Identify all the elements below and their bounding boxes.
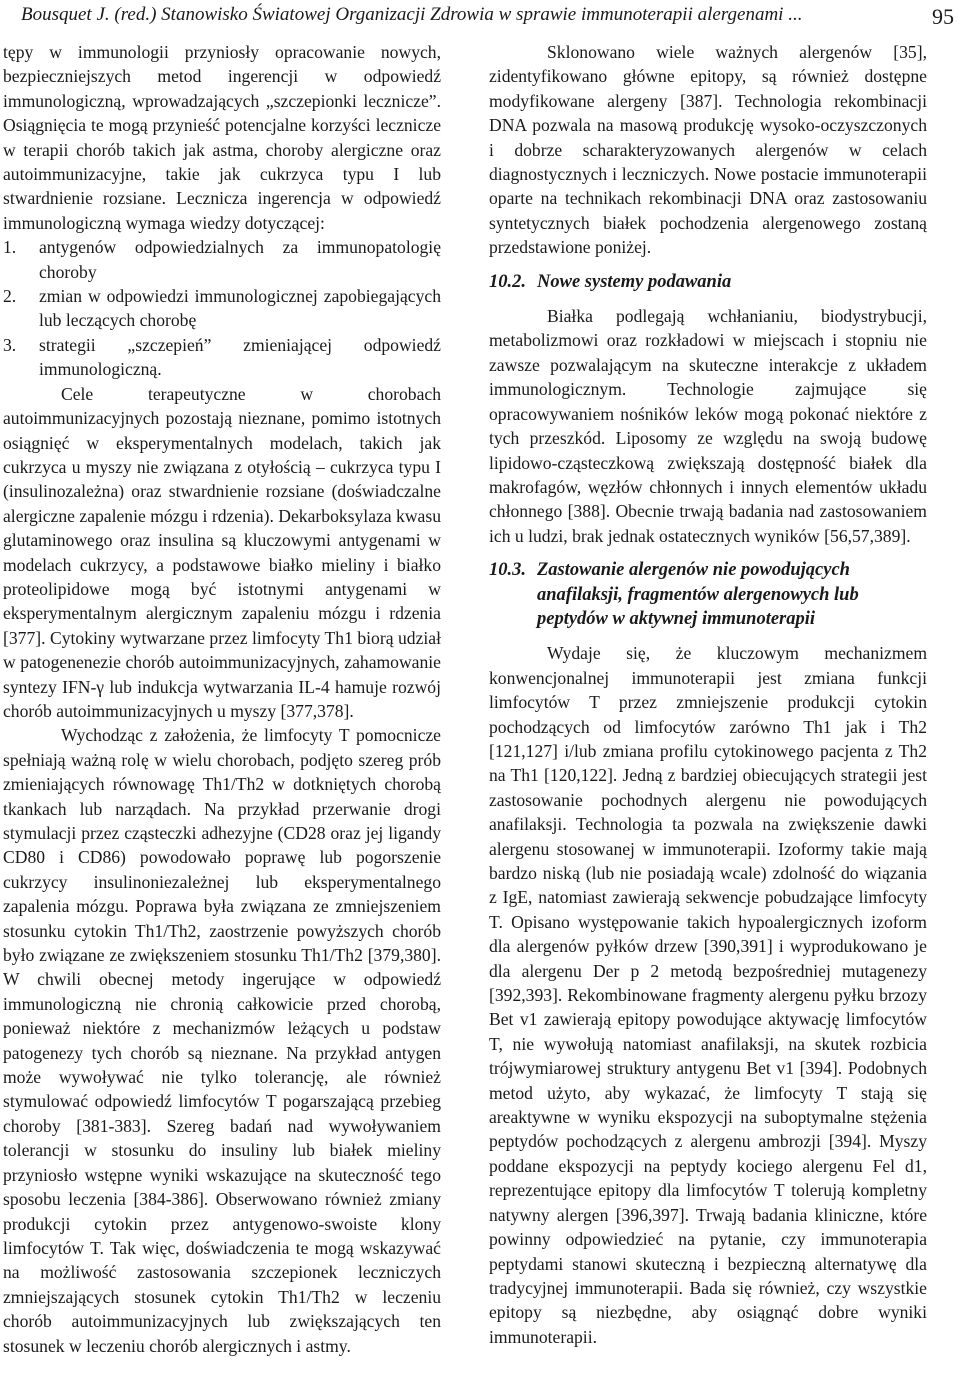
section-number: 10.2. — [489, 271, 526, 292]
page-number: 95 — [932, 4, 954, 29]
section-heading — [489, 270, 927, 294]
paragraph: tępy w immunologii przyniosły opracowanie nowych, bezpieczniejszych metod ingerencji w odpowiedź immunologiczną, wprowadzających „szczepionki lecznicze”. Osiągnięcia te mogą przynieść potencjalne korzyści lecznicze w terapii chorób takich jak astma, choroby alergiczne oraz autoimmunizacyjne, takie jak cukrzyca typu I lub stwardnienie rozsiane. Lecznicza ingerencja w odpowiedź immunologiczną wymaga wiedzy dotyczącej: — [3, 42, 441, 233]
list-text: zmian w odpowiedzi immunologicznej zapobiegających lub leczących chorobę — [39, 286, 441, 331]
running-header — [0, 0, 960, 34]
numbered-list — [3, 235, 441, 381]
paragraph: Sklonowano wiele ważnych alergenów [35], zidentyfikowano główne epitopy, są również dostępne modyfikowane alergeny [387]. Technologia rekombinacji DNA pozwala na masową produkcję wysoko-oczyszczonych i dobrze scharakteryzowanych alergenów w celach diagnostycznych i leczniczych. Nowe postacie immunoterapii oparte na technikach rekombinacji DNA oraz zastosowaniu syntetycznych białek pochodzenia alergenowego zostaną przedstawione poniżej. — [489, 42, 927, 258]
list-text: strategii „szczepień” zmieniającej odpowiedź immunologiczną. — [39, 334, 441, 380]
paragraph: Cele terapeutyczne w chorobach autoimmunizacyjnych pozostają nieznane, pomimo istotnych osiągnięć w eksperymentalnych modelach, takich jak cukrzyca u myszy nie związana z otyłością – cukrzyca typu I (insulinozależna) oraz stwardnienie rozsiane (doświadczalne alergiczne zapalenie mózgu i rdzenia). Dekarboksylaza kwasu glutaminowego oraz insulina są kluczowymi antygenami w modelach cukrzycy, a podstawowe białko mieliny i białko proteolipidowe mogą być istotnymi antygenami w eksperymentalnym alergicznym zapaleniu mózgu i rdzenia [377]. Cytokiny wytwarzane przez limfocyty Th1 biorą udział w patogenenezie chorób autoimmunizacyjnych, zahamowanie syntezy IFN-γ lub indukcja wytwarzania IL-4 hamuje rozwój chorób autoimmunizacyjnych u myszy [377,378]. — [3, 383, 441, 721]
list-number: 2. — [3, 286, 17, 307]
list-item — [3, 284, 441, 333]
paragraph: Białka podlegają wchłanianiu, biodystrybucji, metabolizmowi oraz rozkładowi w miejscach i stopniu nie zawsze pozwalającym na skuteczne interakcje z układem immunologicznym. Technologie zajmujące się opracowywaniem nośników leków mogą pokonać niektóre z tych przeszkód. Liposomy ze względu na swoją budowę lipidowo-cząsteczkową zwiększają dostępność białek dla makrofagów, węzłów chłonnych i innych elementów układu chłonnego [388]. Obecnie trwają badania nad zastosowaniem ich u ludzi, brak jednak ostatecznych wyników [56,57,389]. — [489, 306, 927, 546]
section-heading — [489, 558, 927, 631]
list-text: antygenów odpowiedzialnych za immunopatologię choroby — [39, 237, 441, 282]
right-column — [489, 40, 927, 1349]
running-title: Bousquet J. (red.) Stanowisko Światowej Organizacji Zdrowia w sprawie immunoterapii alergenami ... — [21, 4, 803, 25]
section-title: Nowe systemy podawania — [537, 271, 732, 292]
left-column — [3, 40, 441, 1358]
section-title: Zastowanie alergenów nie powodujących anafilaksji, fragmentów alergenowych lub peptydów w aktywnej immunoterapii — [537, 560, 859, 629]
paragraph: Wydaje się, że kluczowym mechanizmem konwencjonalnej immunoterapii jest zmiana funkcji limfocytów T przez zmniejszenie produkcji cytokin pochodzących od limfocytów zarówno Th1 jak i Th2 [121,127] i/lub zmiana profilu cytokinowego pacjenta z Th2 na Th1 [120,122]. Jedną z bardziej obiecujących strategii jest zastosowanie pochodnych alergenu nie powodujących anafilaksji. Technologia ta pozwala na zwiększenie dawki alergenu stosowanej w immunoterapii. Izoformy takie mają bardzo niską (lub nie posiadają wcale) zdolność do wiązania z IgE, natomiast zawierają sekwencje pobudzające limfocyty T. Opisano występowanie takich hypoalergicznych izoform dla alergenów pyłków drzew [390,391] i wyprodukowano je dla alergenu Der p 2 metodą bezpośredniej mutagenezy [392,393]. Rekombinowane fragmenty alergenu pyłku brzozy Bet v1 zawierają epitopy powodujące aktywację limfocytów T, nie wywołują natomiast anafilaksji, na skutek rozbicia trójwymiarowej struktury antygenu Bet v1 [394]. Podobnych metod użyto, aby wykazać, że limfocyty T stają się areaktywne w wyniku ekspozycji na suboptymalne stężenia peptydów pochodzących z alergenu ambrozji [394]. Myszy poddane ekspozycji na peptydy kociego alergenu Fel d1, reprezentujące epitopy dla limfocytów T tolerują kompletny natywny alergen [396,397]. Trwają badania kliniczne, które powinny odpowiedzieć na pytanie, czy immunoterapia peptydami stanowi skuteczną i bezpieczną alternatywę dla tradycyjnej immunoterapii. Bada się również, czy wszystkie epitopy są niezbędne, aby osiągnąć dobre wyniki immunoterapii. — [489, 643, 927, 1347]
paragraph: Wychodząc z założenia, że limfocyty T pomocnicze spełniają ważną rolę w wielu chorobach, podjęto szereg prób zmieniających równowagę Th1/Th2 w dotkniętych chorobą tkankach lub narządach. Na przykład przerwanie drogi stymulacji przez cząsteczki adhezyjne (CD28 oraz jej ligandy CD80 i CD86) powodowało poprawę lub pogorszenie cukrzycy insulinoniezależnej lub eksperymentalnego zapalenia mózgu. Poprawa była związana ze zmniejszeniem stosunku cytokin Th1/Th2, zaostrzenie powyższych chorób było związane ze zwiększeniem stosunku Th1/Th2 [379,380]. W chwili obecnej metody ingerujące w odpowiedź immunologiczną nie chronią całkowicie przed chorobą, ponieważ niektóre z mechanizmów leżących u podstaw patogenezy tych chorób są nieznane. Na przykład antygen może wywoływać nie tylko tolerancję, ale również stymulować odpowiedź limfocytów T pogarszającą przebieg choroby [381-383]. Szereg badań nad wywoływaniem tolerancji w stosunku do insuliny lub białek mieliny przyniosło wstępne wyniki wskazujące na skuteczność tego sposobu leczenia [384-386]. Obserwowano również zmiany produkcji cytokin przez antygenowo-swoiste klony limfocytów T. Tak więc, doświadczenia te mogą wskazywać na możliwość zastosowania szczepionek leczniczych zmniejszających stosunek cytokin Th1/Th2 w leczeniu chorób autoimmunizacyjnych lub zwiększających ten stosunek w leczeniu chorób alergicznych i astmy. — [3, 725, 441, 1356]
list-number: 1. — [3, 237, 17, 258]
list-item — [3, 235, 441, 284]
list-item — [3, 333, 441, 382]
list-number: 3. — [3, 334, 17, 355]
section-number: 10.3. — [489, 560, 526, 581]
